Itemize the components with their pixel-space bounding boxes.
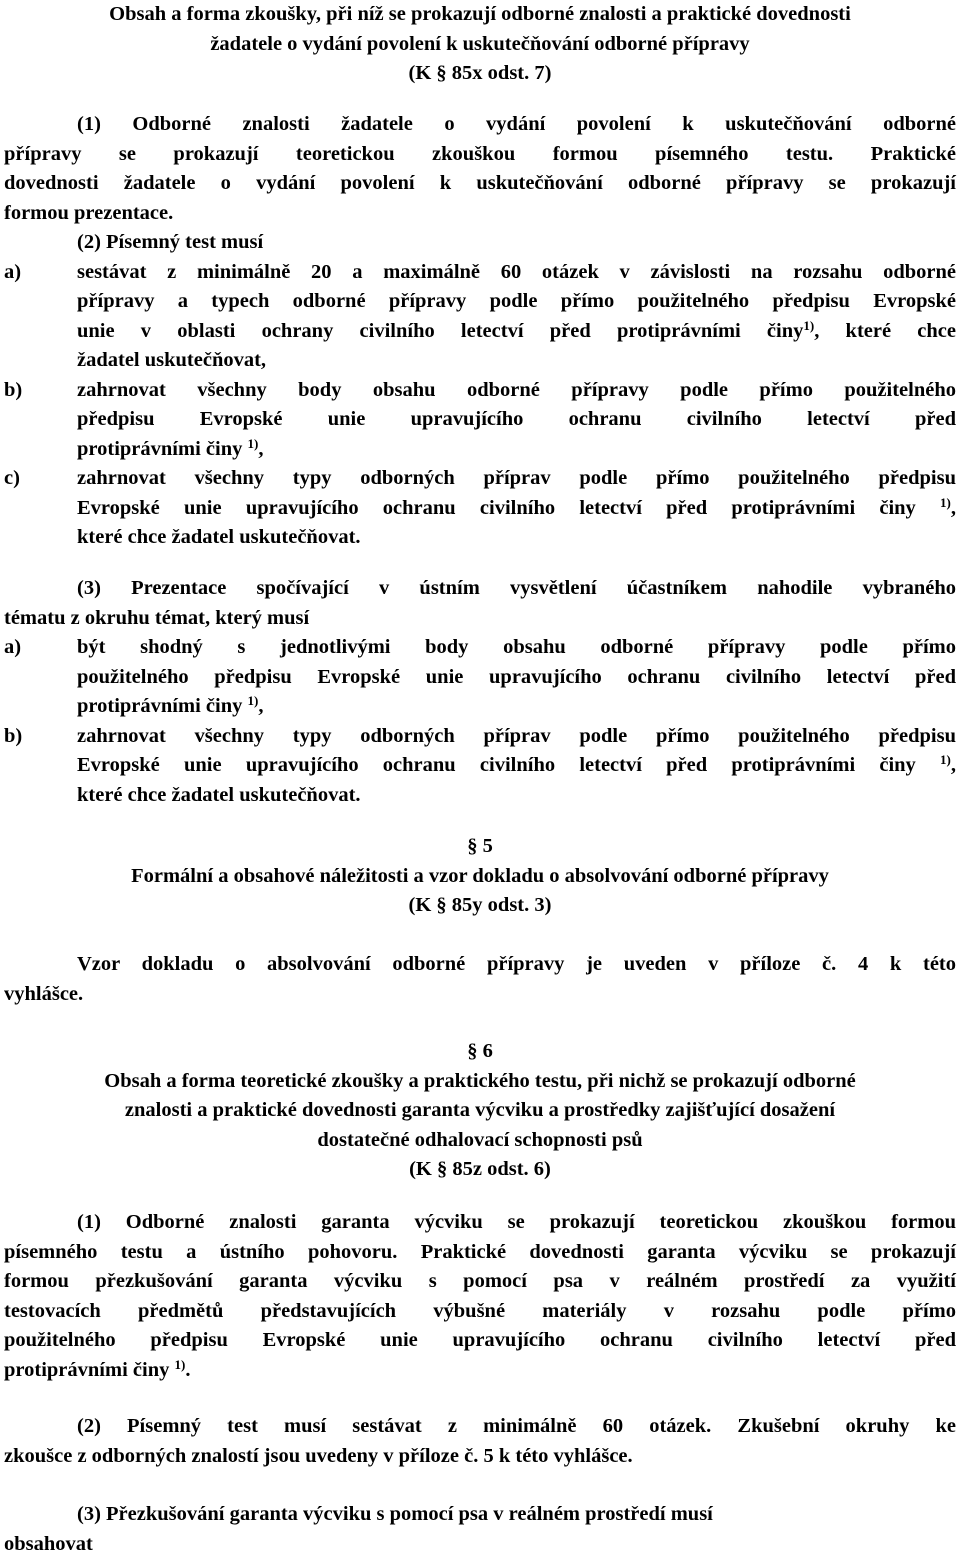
title-line-3: (K § 85x odst. 7) — [4, 59, 956, 89]
paragraph-line: tématu z okruhu témat, který musí — [4, 604, 956, 634]
list-item-line: předpisu Evropské unie upravujícího ochranu civilního letectví před — [77, 405, 956, 435]
list-item — [4, 722, 956, 811]
section-reference: (K § 85y odst. 3) — [4, 891, 956, 921]
list-item-label: b) — [4, 376, 77, 465]
list-item-line: zahrnovat všechny typy odborných příprav podle přímo použitelného předpisu — [77, 464, 956, 494]
footnote-ref: 1) — [174, 1357, 185, 1372]
section-6-paragraph-1 — [4, 1208, 956, 1385]
paragraph-line: (3) Přezkušování garanta výcviku s pomocí psa v reálném prostředí musí — [4, 1500, 956, 1530]
list-item-line: Evropské unie upravujícího ochranu civilního letectví před protiprávními činy $^{1)}$, — [77, 751, 956, 781]
list-item-line: které chce žadatel uskutečňovat. — [77, 523, 956, 553]
list-item — [4, 376, 956, 465]
paragraph-line: (1) Odborné znalosti žadatele o vydání povolení k uskutečňování odborné — [4, 110, 956, 140]
list-item-line: sestávat z minimálně 20 a maximálně 60 otázek v závislosti na rozsahu odborné — [77, 258, 956, 288]
paragraph-line: Vzor dokladu o absolvování odborné přípravy je uveden v příloze č. 4 k této — [4, 950, 956, 980]
section-6-paragraph-3 — [4, 1500, 956, 1559]
paragraph-line: protiprávními činy $^{1)}$. — [4, 1356, 956, 1386]
list-item-line: Evropské unie upravujícího ochranu civilního letectví před protiprávními činy $^{1)}$, — [77, 494, 956, 524]
paragraph-line: (1) Odborné znalosti garanta výcviku se prokazují teoretickou zkouškou formou — [4, 1208, 956, 1238]
title-line-2: žadatele o vydání povolení k uskutečňování odborné přípravy — [4, 30, 956, 60]
footnote-ref: 1) — [940, 752, 951, 767]
paragraph-line: (2) Písemný test musí sestávat z minimálně 60 otázek. Zkušební okruhy ke — [4, 1412, 956, 1442]
section-number: § 5 — [4, 832, 956, 862]
list-item-line: přípravy a typech odborné přípravy podle přímo použitelného předpisu Evropské — [77, 287, 956, 317]
paragraph-line: formou přezkušování garanta výcviku s pomocí psa v reálném prostředí za využití — [4, 1267, 956, 1297]
list-item — [4, 464, 956, 553]
list-item-label: a) — [4, 633, 77, 722]
section-6-heading — [4, 1037, 956, 1185]
list-item-line: zahrnovat všechny body obsahu odborné přípravy podle přímo použitelného — [77, 376, 956, 406]
list-item-label: a) — [4, 258, 77, 376]
list-item-label: c) — [4, 464, 77, 553]
list-item-line: být shodný s jednotlivými body obsahu odborné přípravy podle přímo — [77, 633, 956, 663]
paragraph-line: testovacích předmětů představujících výbušné materiály v rozsahu podle přímo — [4, 1297, 956, 1327]
section-reference: (K § 85z odst. 6) — [4, 1155, 956, 1185]
paragraph-line: vyhlášce. — [4, 980, 956, 1010]
section-title — [4, 0, 956, 89]
paragraph-line: přípravy se prokazují teoretickou zkouškou formou písemného testu. Praktické — [4, 140, 956, 170]
section-5-body — [4, 950, 956, 1009]
paragraph-line: (3) Prezentace spočívající v ústním vysvětlení účastníkem nahodile vybraného — [4, 574, 956, 604]
paragraph-2 — [4, 228, 956, 553]
section-number: § 6 — [4, 1037, 956, 1067]
section-5-heading — [4, 832, 956, 921]
list-item-line: použitelného předpisu Evropské unie upravujícího ochranu civilního letectví před — [77, 663, 956, 693]
paragraph-line: dovednosti žadatele o vydání povolení k uskutečňování odborné přípravy se prokazují — [4, 169, 956, 199]
section-heading-line: znalosti a praktické dovednosti garanta výcviku a prostředky zajišťující dosažení — [4, 1096, 956, 1126]
footnote-ref: 1) — [247, 693, 258, 708]
paragraph-line: obsahovat — [4, 1530, 956, 1559]
paragraph-line: písemného testu a ústního pohovoru. Praktické dovednosti garanta výcviku se prokazují — [4, 1238, 956, 1268]
footnote-ref: 1) — [940, 495, 951, 510]
paragraph-intro: (2) Písemný test musí — [4, 228, 956, 258]
section-6-paragraph-2 — [4, 1412, 956, 1471]
list-item-line: protiprávními činy $^{1)}$, — [77, 435, 956, 465]
paragraph-3 — [4, 574, 956, 810]
list-item — [4, 633, 956, 722]
footnote-ref: 1) — [803, 318, 814, 333]
section-heading-line: dostatečné odhalovací schopnosti psů — [4, 1126, 956, 1156]
list-item — [4, 258, 956, 376]
section-heading: Formální a obsahové náležitosti a vzor dokladu o absolvování odborné přípravy — [4, 862, 956, 892]
list-item-line: unie v oblasti ochrany civilního letectví před protiprávními činy$^{1)}$, které chce — [77, 317, 956, 347]
list-item-label: b) — [4, 722, 77, 811]
paragraph-line: použitelného předpisu Evropské unie upravujícího ochranu civilního letectví před — [4, 1326, 956, 1356]
list-item-line: které chce žadatel uskutečňovat. — [77, 781, 956, 811]
list-item-line: žadatel uskutečňovat, — [77, 346, 956, 376]
section-heading-line: Obsah a forma teoretické zkoušky a praktického testu, při nichž se prokazují odborné — [4, 1067, 956, 1097]
list-item-line: zahrnovat všechny typy odborných příprav podle přímo použitelného předpisu — [77, 722, 956, 752]
list-item-line: protiprávními činy $^{1)}$, — [77, 692, 956, 722]
footnote-ref: 1) — [247, 436, 258, 451]
paragraph-line: zkoušce z odborných znalostí jsou uvedeny v příloze č. 5 k této vyhlášce. — [4, 1442, 956, 1472]
paragraph-line: formou prezentace. — [4, 199, 956, 229]
paragraph-1 — [4, 110, 956, 228]
title-line-1: Obsah a forma zkoušky, při níž se prokazují odborné znalosti a praktické dovednosti — [4, 0, 956, 30]
